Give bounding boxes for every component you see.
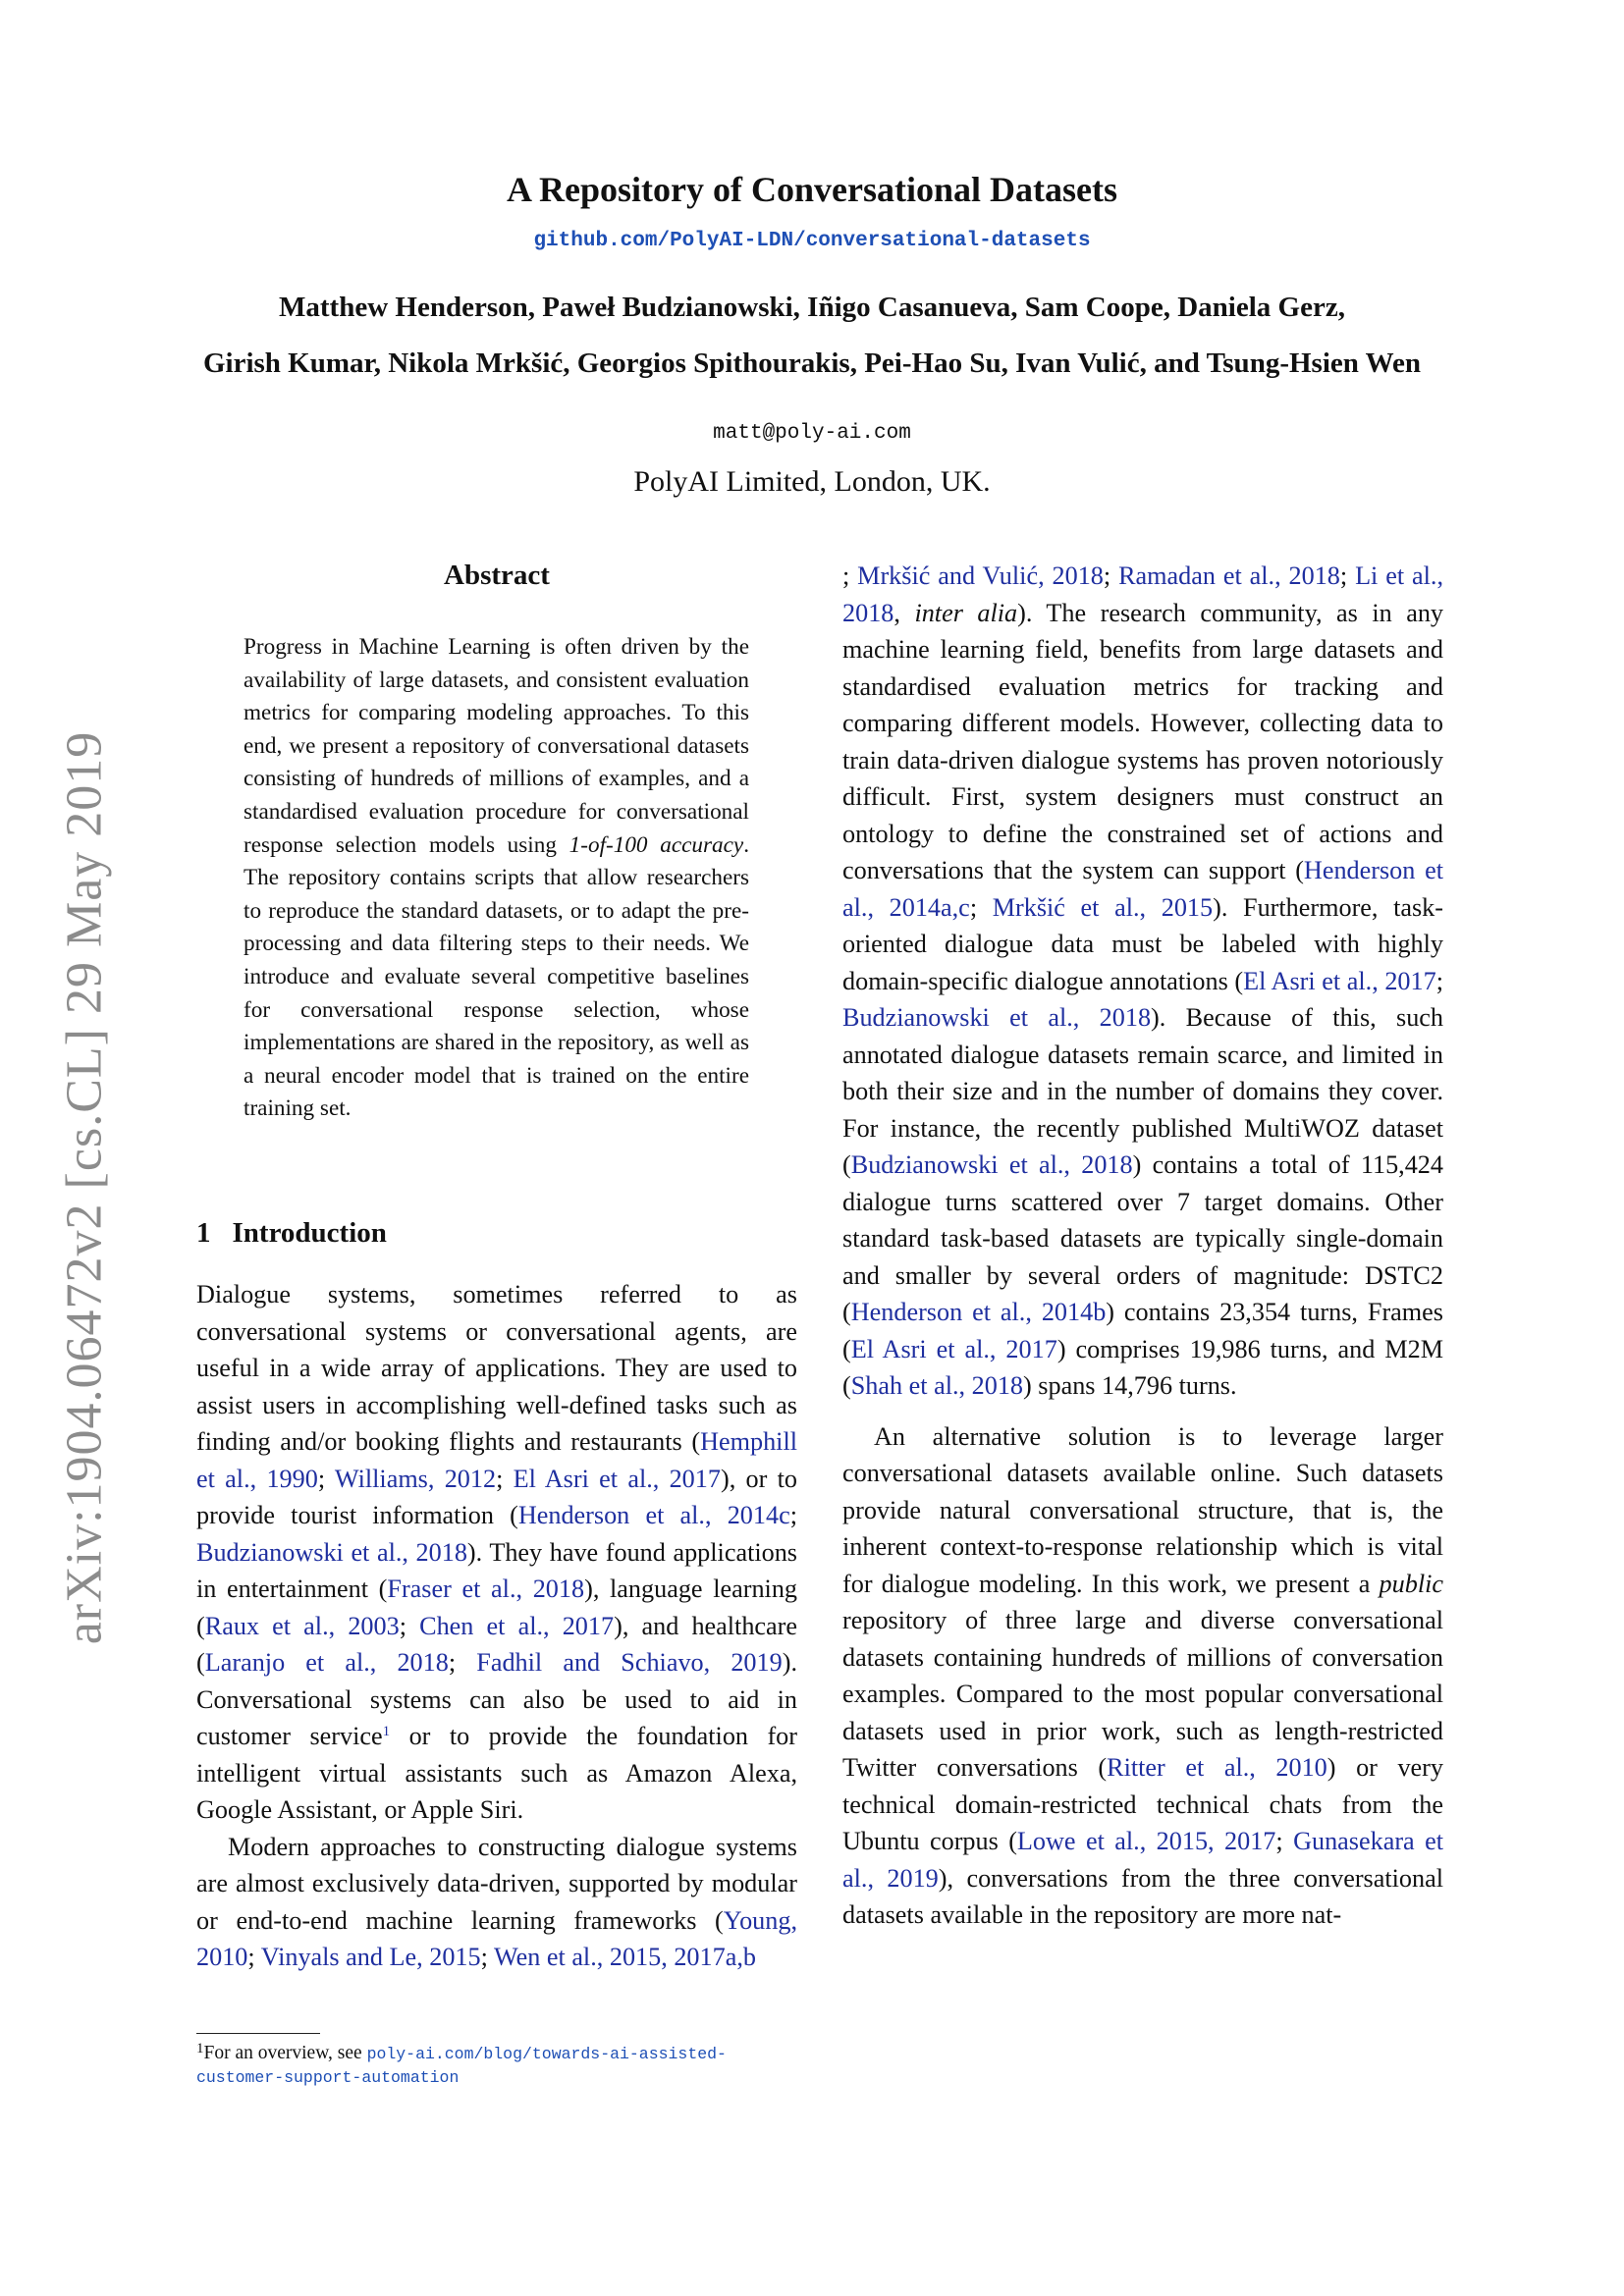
citation-link[interactable]: Ritter et al., 2010 xyxy=(1107,1753,1327,1782)
repository-link[interactable]: github.com/PolyAI-LDN/conversational-datasets xyxy=(533,230,1091,252)
citation-link[interactable]: Budzianowski et al., 2018 xyxy=(196,1537,467,1567)
footnote-number: 1 xyxy=(196,2041,204,2056)
footnote-rule xyxy=(196,2033,320,2034)
citation-link[interactable]: El Asri et al., 2017 xyxy=(513,1464,721,1493)
citation-link[interactable]: Young, 2010 xyxy=(196,1905,797,1971)
citation-link[interactable]: Gunasekara et al., 2019 xyxy=(842,1827,1443,1893)
intro-paragraph-2-continued: ; Mrkšić and Vulić, 2018; Ramadan et al., 2018; Li et al., 2018, inter alia). The research community, as in any machine learning field, benefits from large datasets and standardised evaluation metrics for tracking and comparing different models. However, collecting data to train data-driven dialogue systems has proven notoriously difficult. First, system designers must construct an ontology to define the constrained set of actions and conversations that the system can support (Henderson et al., 2014a,c; Mrkšić et al., 2015). Furthermore, task-oriented dialogue data must be labeled with highly domain-specific dialogue annotations (El Asri et al., 2017; Budzianowski et al., 2018). Because of this, such annotated dialogue datasets remain scarce, and limited in both their size and in the number of domains they cover. For instance, the recently published MultiWOZ dataset (Budzianowski et al., 2018) contains a total of 115,424 dialogue turns scattered over 7 target domains. Other standard task-based datasets are typically single-domain and smaller by several orders of magnitude: DSTC2 (Henderson et al., 2014b) contains 23,354 turns, Frames (El Asri et al., 2017) comprises 19,986 turns, and M2M (Shah et al., 2018) spans 14,796 turns. xyxy=(842,561,1444,1400)
footnote xyxy=(196,2042,797,2089)
contact-email[interactable]: matt@poly-ai.com xyxy=(713,422,911,445)
section-title: Introduction xyxy=(232,1217,387,1249)
authors-line-2: Girish Kumar, Nikola Mrkšić, Georgios Spithourakis, Pei-Hao Su, Ivan Vulić, and Tsung-Hsien Wen xyxy=(202,347,1422,379)
citation-link[interactable]: Raux et al., 2003 xyxy=(204,1611,400,1640)
citation-link[interactable]: Lowe et al., 2015, 2017 xyxy=(1016,1827,1276,1855)
citation-link[interactable]: Henderson et al., 2014a,c xyxy=(842,856,1443,922)
citation-link[interactable]: Hemphill et al., 1990 xyxy=(196,1427,797,1493)
abstract-heading: Abstract xyxy=(444,560,550,591)
intro-paragraph-3: An alternative solution is to leverage larger conversational datasets available online. Such datasets provide natural conversational structure, that is, the inherent context-to-response relationship which is vital for dialogue modeling. In this work, we present a public repository of three large and diverse conversational datasets containing hundreds of millions of conversation examples. Compared to the most popular conversational datasets used in prior work, such as length-restricted Twitter conversations (Ritter et al., 2010) or very technical domain-restricted technical chats from the Ubuntu corpus (Lowe et al., 2015, 2017; Gunasekara et al., 2019), conversations from the three conversational datasets available in the repository are more nat- xyxy=(842,1421,1443,1929)
footnote-text: For an overview, see xyxy=(203,2043,367,2063)
citation-link[interactable]: Li et al., 2018 xyxy=(842,561,1443,627)
arxiv-stamp xyxy=(55,707,114,1669)
citation-link[interactable]: Mrkšić et al., 2015 xyxy=(992,892,1214,922)
citation-link[interactable]: Budzianowski et al., 2018 xyxy=(842,1003,1152,1032)
citation-link[interactable]: Chen et al., 2017 xyxy=(419,1611,615,1640)
citation-link[interactable]: Henderson et al., 2014c xyxy=(517,1501,790,1529)
citation-link[interactable]: Henderson et al., 2014b xyxy=(850,1298,1107,1326)
authors-line-1: Matthew Henderson, Paweł Budzianowski, Iñigo Casanueva, Sam Coope, Daniela Gerz, xyxy=(279,292,1345,323)
arxiv-stamp-text: arXiv:1904.06472v2 [cs.CL] 29 May 2019 xyxy=(56,730,113,1645)
right-column xyxy=(842,558,1443,1934)
citation-link[interactable]: Mrkšić and Vulić, 2018 xyxy=(857,561,1104,590)
citation-link[interactable]: Ramadan et al., 2018 xyxy=(1118,561,1340,590)
section-heading-introduction xyxy=(196,1217,387,1250)
citation-link[interactable]: El Asri et al., 2017 xyxy=(850,1334,1057,1363)
citation-link[interactable]: Vinyals and Le, 2015 xyxy=(260,1943,481,1971)
footnote-marker[interactable]: 1 xyxy=(382,1724,391,1739)
abstract-body: Progress in Machine Learning is often driven by the availability of large datasets, and consistent evaluation metrics for comparing modeling approaches. To this end, we present a repository of conversational datasets consisting of hundreds of millions of examples, and a standardised evaluation procedure for conversational response selection models using 1-of-100 accuracy. The repository contains scripts that allow researchers to reproduce the standard datasets, or to adapt the pre-processing and data filtering steps to their needs. We introduce and evaluate several competitive baselines for conversational response selection, whose implementations are shared in the repository, as well as a neural encoder model that is trained on the entire training set. xyxy=(244,634,749,1122)
citation-link[interactable]: El Asri et al., 2017 xyxy=(1243,966,1436,995)
citation-link[interactable]: Fadhil and Schiavo, 2019 xyxy=(476,1648,783,1677)
citation-link[interactable]: Laranjo et al., 2018 xyxy=(204,1648,449,1677)
intro-paragraph-2: Modern approaches to constructing dialogue systems are almost exclusively data-driven, supported by modular or end-to-end machine learning frameworks (Young, 2010; Vinyals and Le, 2015; Wen et al., 2015, 2017a,b xyxy=(196,1832,797,1971)
paper-title: A Repository of Conversational Datasets xyxy=(507,170,1117,209)
citation-link[interactable]: Shah et al., 2018 xyxy=(850,1371,1024,1400)
citation-link[interactable]: Fraser et al., 2018 xyxy=(387,1575,585,1603)
left-column xyxy=(196,1276,797,1976)
intro-paragraph-1: Dialogue systems, sometimes referred to as conversational systems or conversational agents, are useful in a wide array of applications. They are used to assist users in accomplishing well-defined tasks such as finding and/or booking flights and restaurants (Hemphill et al., 1990; Williams, 2012; El Asri et al., 2017), or to provide tourist information (Henderson et al., 2014c; Budzianowski et al., 2018). They have found applications in entertainment (Fraser et al., 2018), language learning (Raux et al., 2003; Chen et al., 2017), and healthcare (Laranjo et al., 2018; Fadhil and Schiavo, 2019). Conversational systems can also be used to aid in customer service$^1$ or to provide the foundation for intelligent virtual assistants such as Amazon Alexa, Google Assistant, or Apple Siri. xyxy=(196,1280,798,1824)
citation-link[interactable]: Wen et al., 2015, 2017a,b xyxy=(493,1943,756,1971)
affiliation: PolyAI Limited, London, UK. xyxy=(633,465,991,498)
section-number: 1 xyxy=(196,1217,211,1249)
citation-link[interactable]: Budzianowski et al., 2018 xyxy=(850,1150,1133,1179)
footnote-url[interactable]: poly-ai.com/blog/towards-ai-assisted-customer-support-automation xyxy=(196,2045,727,2087)
citation-link[interactable]: Williams, 2012 xyxy=(334,1464,497,1493)
